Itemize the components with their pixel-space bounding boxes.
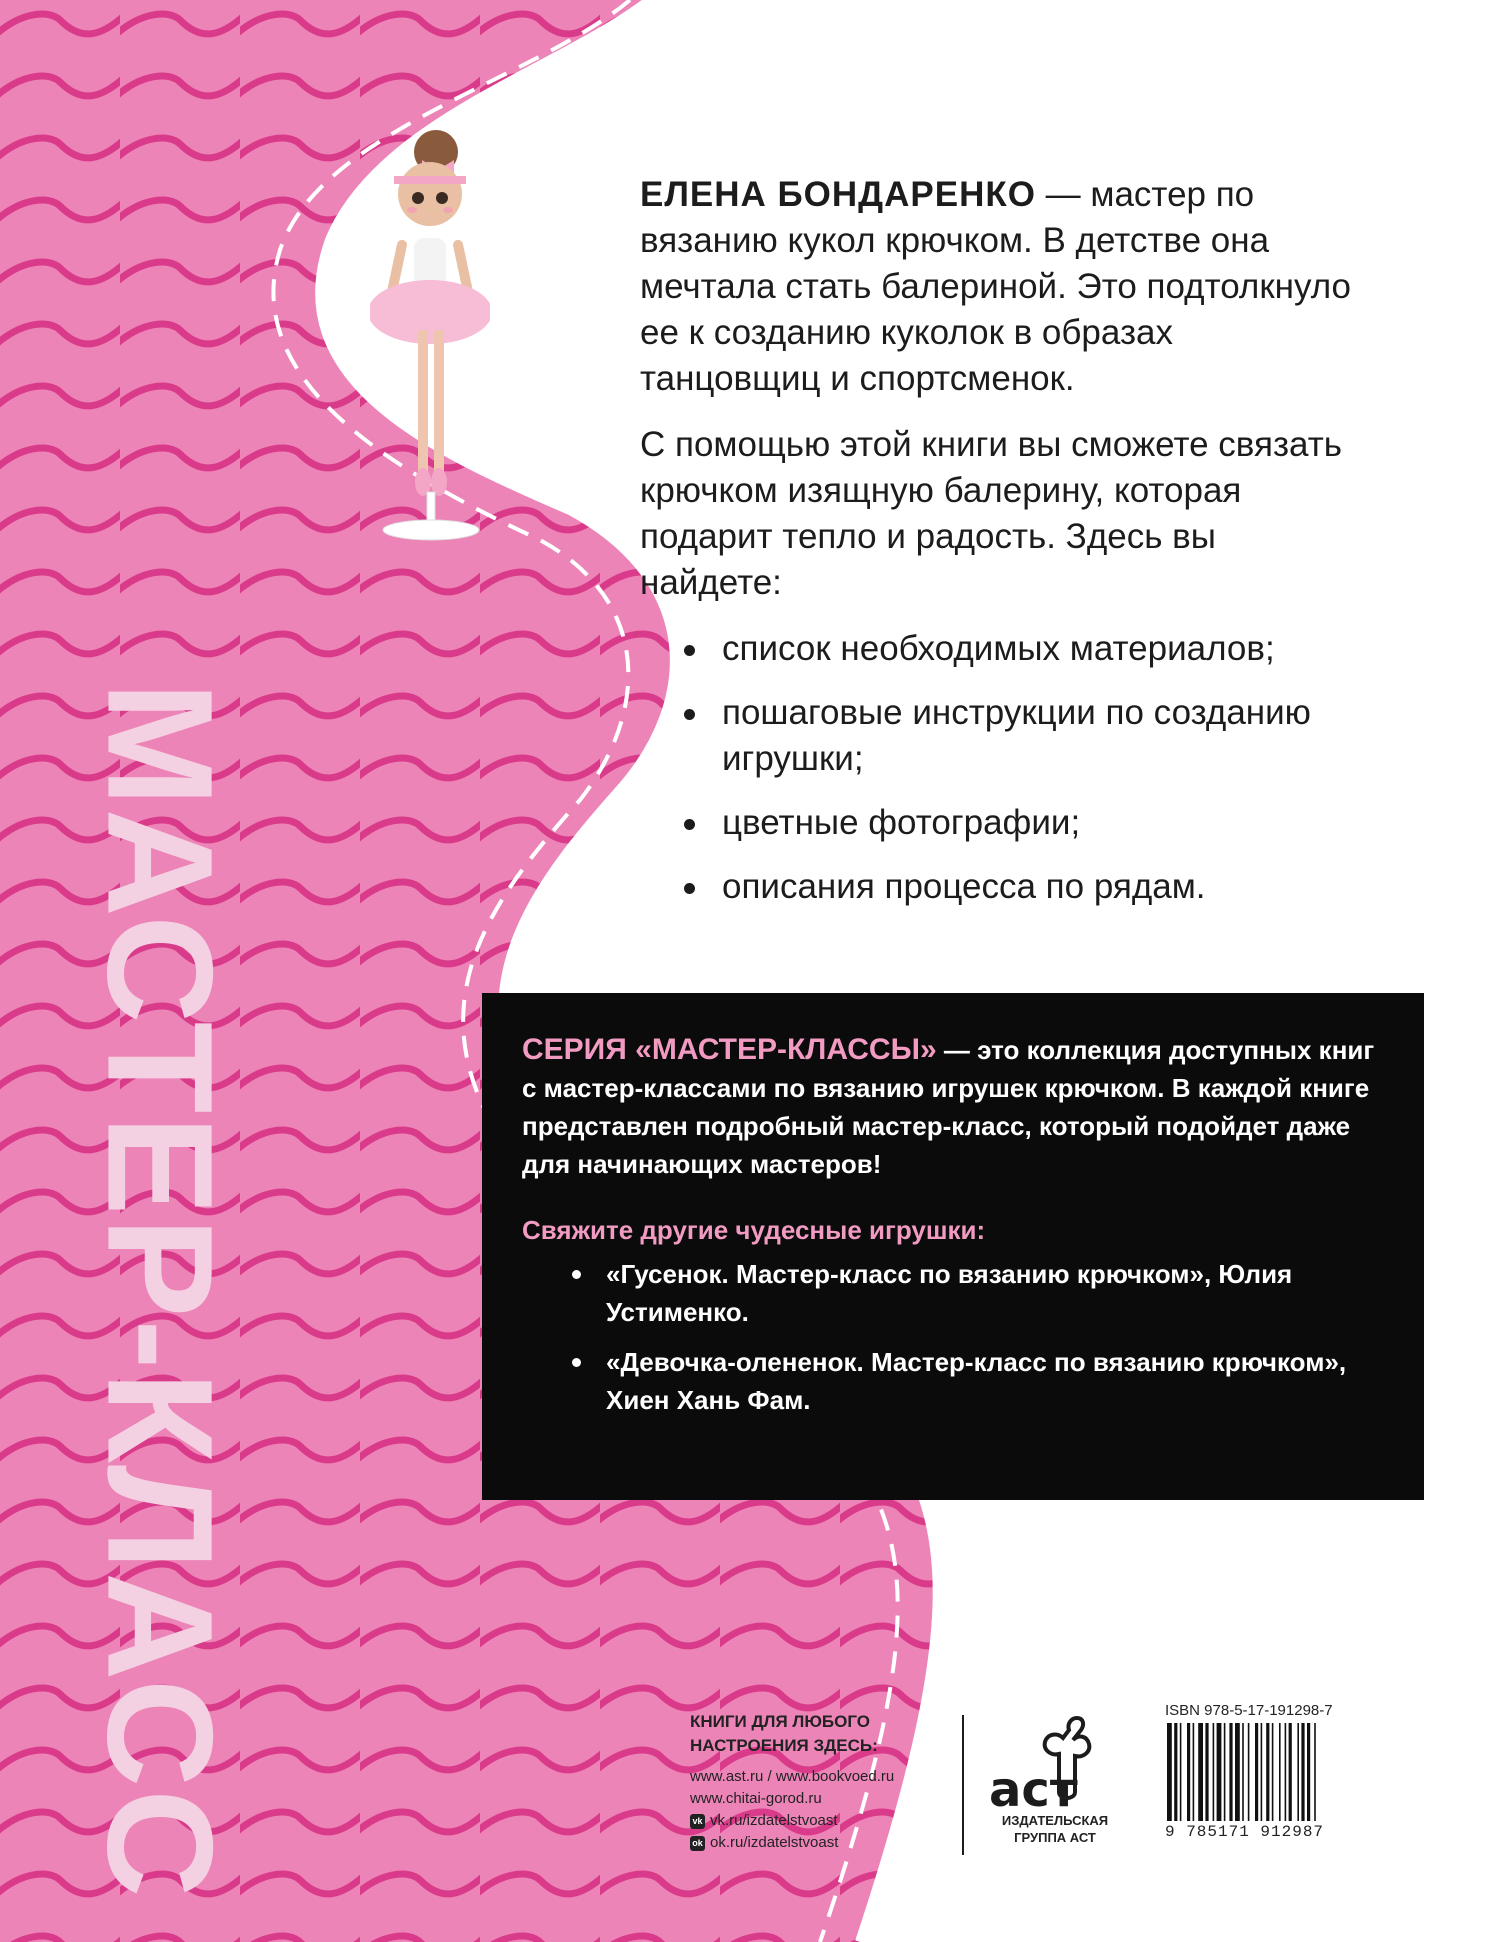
ok-link	[690, 1832, 950, 1854]
links-title: КНИГИ ДЛЯ ЛЮБОГО НАСТРОЕНИЯ ЗДЕСЬ:	[690, 1712, 878, 1755]
ast-logo-text: аст	[989, 1762, 1078, 1818]
barcode-image	[1165, 1723, 1365, 1821]
vk-link	[690, 1810, 950, 1832]
list-item: «Девочка-олененок. Мастер-класс по вязанию крючком», Хиен Хань Фам.	[522, 1343, 1384, 1419]
ok-icon: ok	[690, 1836, 705, 1851]
intro-paragraph: С помощью этой книги вы сможете связать крючком изящную балерину, которая подарит тепло и радость. Здесь вы найдете:	[640, 425, 1342, 602]
sites-line-1: www.ast.ru / www.bookvoed.ru	[690, 1768, 895, 1785]
series-name: СЕРИЯ «МАСТЕР-КЛАССЫ»	[522, 1033, 937, 1066]
barcode-digits: 9 785171 912987	[1165, 1823, 1325, 1841]
book-description	[640, 172, 1360, 928]
features-list	[640, 626, 1360, 910]
vertical-series-title	[0, 681, 320, 1899]
isbn-label: ISBN 978-5-17-191298-7	[1165, 1702, 1333, 1719]
series-description: — это коллекция доступных книг с мастер-классами по вязанию игрушек крючком. В каждой книге представлен подробный мастер-класс, который подойдет даже для начинающих мастеров!	[522, 1035, 1375, 1179]
ok-url: ok.ru/izdatelstvoast	[710, 1834, 839, 1851]
list-item: список необходимых материалов;	[640, 626, 1360, 672]
vk-icon: vk	[690, 1814, 705, 1829]
isbn-block	[1165, 1702, 1365, 1862]
publisher-caption: ИЗДАТЕЛЬСКАЯ ГРУППА АСТ	[1001, 1813, 1109, 1845]
ballerina-doll-image	[370, 130, 490, 550]
vertical-title-text: МАСТЕР-КЛАСС	[76, 681, 245, 1899]
vk-url: vk.ru/izdatelstvoast	[710, 1812, 838, 1829]
list-item: описания процесса по рядам.	[640, 864, 1360, 910]
list-item: пошаговые инструкции по созданию игрушки;	[640, 690, 1360, 782]
author-bio: — мастер по вязанию кукол крючком. В детстве она мечтала стать балериной. Это подтолкнуло ее к созданию куколок в образах танцовщиц и спортсменок.	[640, 175, 1352, 398]
list-item: цветные фотографии;	[640, 800, 1360, 846]
series-info-box	[482, 993, 1424, 1500]
author-name: ЕЛЕНА БОНДАРЕНКО	[640, 175, 1036, 214]
store-links	[690, 1710, 950, 1854]
sites-line-2: www.chitai-gorod.ru	[690, 1790, 822, 1807]
other-books-list	[522, 1255, 1384, 1419]
divider	[962, 1715, 964, 1855]
author-paragraph	[640, 172, 1360, 402]
series-paragraph	[522, 1031, 1384, 1183]
list-item: «Гусенок. Мастер-класс по вязанию крючком», Юлия Устименко.	[522, 1255, 1384, 1331]
other-books-heading: Свяжите другие чудесные игрушки:	[522, 1215, 986, 1245]
